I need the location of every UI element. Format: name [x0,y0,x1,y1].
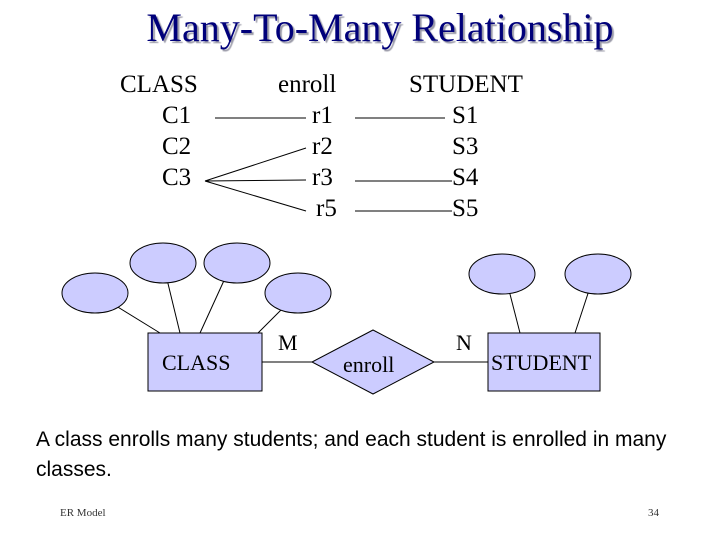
attribute-oval [565,254,631,294]
attribute-oval [62,273,128,313]
class-cardinality: M [278,330,298,355]
student-entity-label: STUDENT [491,350,592,375]
mapping-line [205,180,306,181]
attribute-oval [265,273,331,313]
attribute-oval [204,243,270,283]
mapping-line [205,181,306,211]
class-instance: C2 [162,133,192,160]
student-instance: S5 [452,195,479,222]
class-instance: C1 [162,102,192,129]
student-column-header: STUDENT [409,71,523,98]
enroll-instance: r2 [312,133,333,160]
class-column-header: CLASS [120,71,198,98]
enroll-instance: r3 [312,164,333,191]
student-instance: S3 [452,133,479,160]
attribute-oval [130,243,196,283]
student-instance: S1 [452,102,479,129]
enroll-relationship-label: enroll [343,352,395,377]
footer-label: ER Model [60,507,106,519]
page-number: 34 [648,507,659,519]
mapping-line [205,148,306,181]
student-instance: S4 [452,164,479,191]
slide-caption: A class enrolls many students; and each student is enrolled in many classes. [36,428,667,481]
attribute-oval [469,254,535,294]
enroll-instance: r1 [312,102,333,129]
class-entity-label: CLASS [162,350,231,375]
class-instance: C3 [162,164,192,191]
slide-title: Many-To-Many Relationship [146,5,614,50]
enroll-column-header: enroll [278,71,337,98]
enroll-instance: r5 [316,195,337,222]
student-cardinality: N [456,330,472,355]
